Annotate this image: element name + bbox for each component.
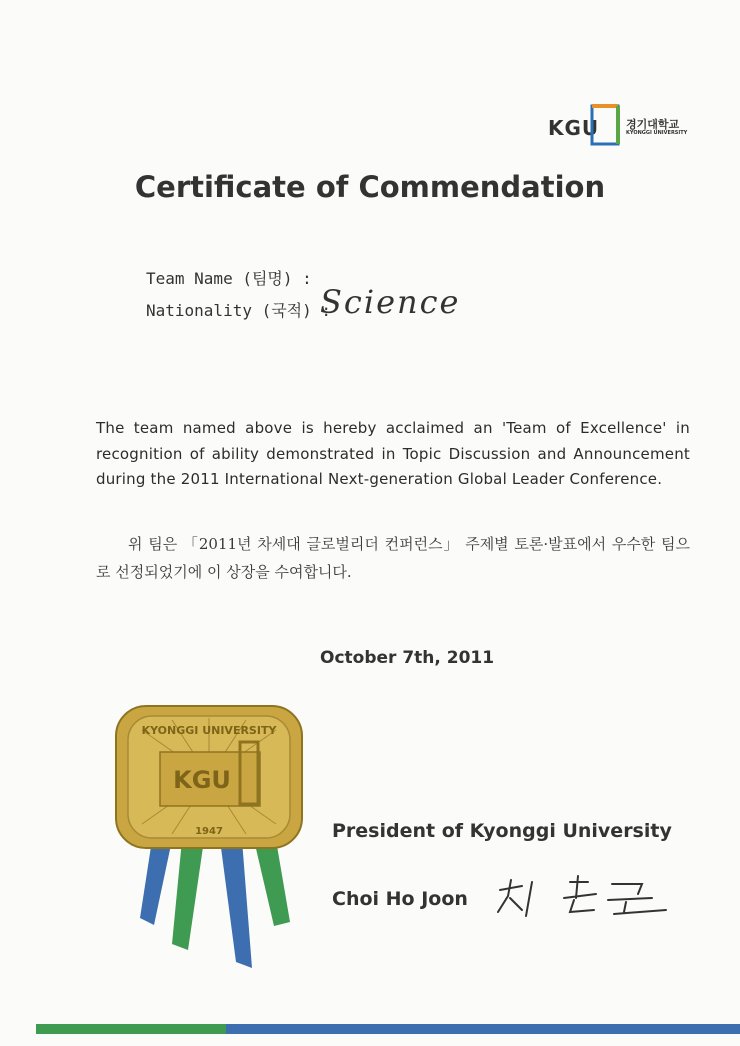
logo-english-name: KYONGGI UNIVERSITY <box>626 130 688 136</box>
signer-name: Choi Ho Joon <box>332 888 468 910</box>
president-title: President of Kyonggi University <box>332 820 672 842</box>
logo-kgu-text: KGU <box>548 116 600 140</box>
logo-korean-name: 경기대학교 <box>626 118 680 131</box>
commendation-text-english: The team named above is hereby acclaimed an 'Team of Excellence' in recognition of ability demonstrated in Topic Discussion and Announcement during the 2011 International Next-generation Global Leader Conference. <box>96 419 690 488</box>
university-logo <box>548 102 698 152</box>
handwritten-signature <box>492 872 672 922</box>
seal-year-text: 1947 <box>195 826 223 837</box>
nationality-label: Nationality (국적) : <box>146 301 332 320</box>
logo-mark-icon <box>588 102 624 152</box>
certificate-title: Certificate of Commendation <box>134 170 606 204</box>
seal-arc-text: KYONGGI UNIVERSITY <box>141 724 277 737</box>
gold-seal-icon <box>112 700 312 970</box>
commendation-text-korean: 위 팀은 「2011년 차세대 글로벌리더 컨퍼런스」 주제별 토론·발표에서 우수한 팀으로 선정되었기에 이 상장을 수여합니다. <box>96 535 690 581</box>
seal-center-text: KGU <box>173 766 231 794</box>
bottom-border-bar <box>36 1024 740 1034</box>
certificate-date: October 7th, 2011 <box>320 648 495 668</box>
team-name-label: Team Name (팀명) : <box>146 269 312 288</box>
team-name-handwritten: Science <box>320 283 461 321</box>
